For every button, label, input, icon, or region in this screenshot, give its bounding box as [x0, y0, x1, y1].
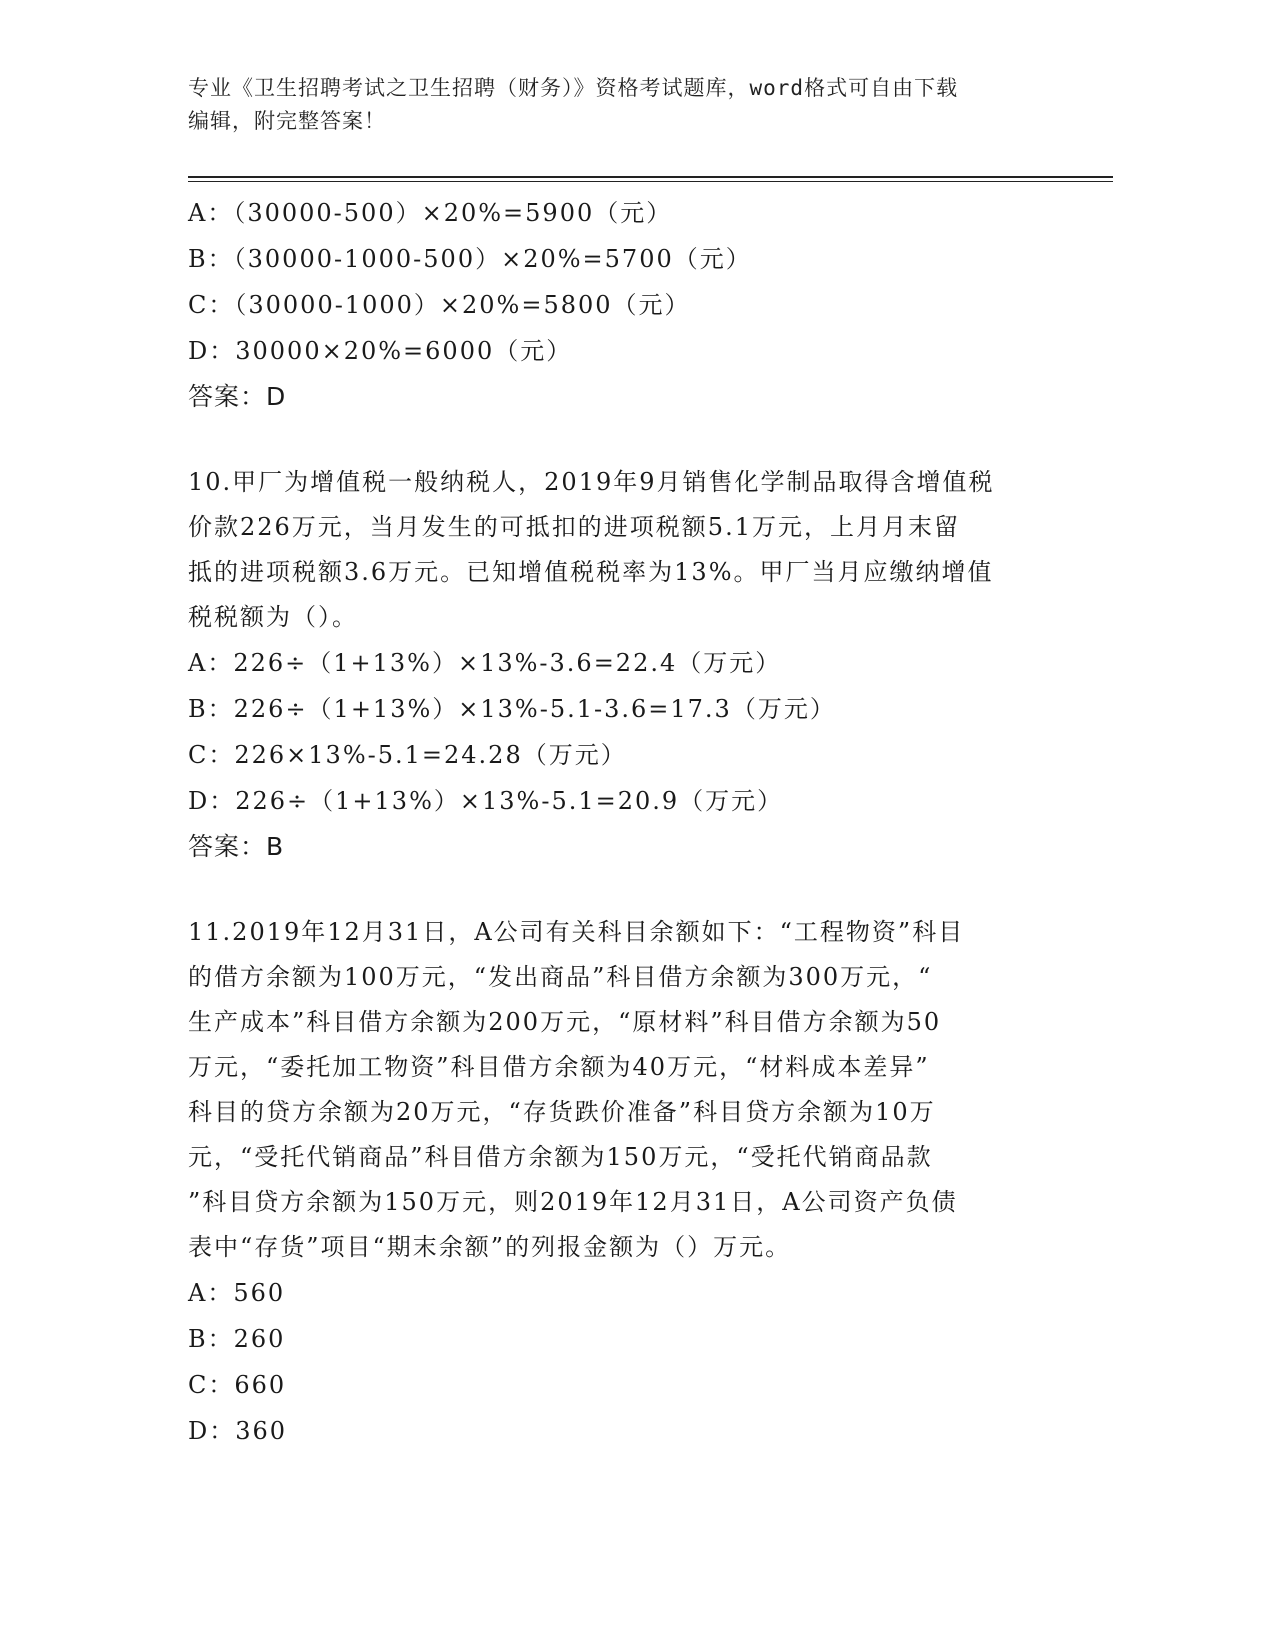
- q10-stem-line: 抵的进项税额3.6万元。已知增值税税率为13%。甲厂当月应缴纳增值: [188, 558, 994, 586]
- q10-option-a: A：226÷（1+13%）×13%-3.6=22.4（万元）: [188, 649, 782, 677]
- header-line-1: 专业《卫生招聘考试之卫生招聘（财务）》资格考试题库，word格式可自由下载: [188, 76, 959, 100]
- q11-stem-line: 生产成本”科目借方余额为200万元，“原材料”科目借方余额为50: [188, 1008, 942, 1036]
- header-line-2: 编辑，附完整答案！: [188, 109, 386, 133]
- spacer: [188, 870, 1088, 910]
- header-rule-thin: [188, 181, 1113, 182]
- q11-stem-line: 表中“存货”项目“期末余额”的列报金额为（）万元。: [188, 1233, 792, 1261]
- q11-option-c: C：660: [188, 1371, 287, 1399]
- q11-option-b: B：260: [188, 1325, 286, 1353]
- q11-stem-line: ”科目贷方余额为150万元，则2019年12月31日，A公司资产负债: [188, 1188, 958, 1216]
- q11-stem-line: 万元，“委托加工物资”科目借方余额为40万元，“材料成本差异”: [188, 1053, 930, 1081]
- q10-option-b: B：226÷（1+13%）×13%-5.1-3.6=17.3（万元）: [188, 695, 836, 723]
- q9-option-c: C：（30000-1000）×20%=5800（元）: [188, 291, 691, 319]
- question-11: [188, 910, 1088, 1454]
- document-body: [188, 190, 1088, 1454]
- header-rule-thick: [188, 176, 1113, 178]
- q9-answer: 答案：D: [188, 382, 287, 411]
- q9-option-b: B：（30000-1000-500）×20%=5700（元）: [188, 245, 752, 273]
- q10-option-c: C：226×13%-5.1=24.28（万元）: [188, 741, 627, 769]
- question-10: [188, 460, 1088, 870]
- document-header: [188, 72, 1088, 138]
- spacer: [188, 420, 1088, 460]
- q10-option-d: D：226÷（1+13%）×13%-5.1=20.9（万元）: [188, 787, 784, 815]
- q10-stem-line: 税税额为（）。: [188, 603, 358, 631]
- q9-option-d: D：30000×20%=6000（元）: [188, 337, 573, 365]
- q11-option-d: D：360: [188, 1417, 288, 1445]
- q10-stem-line: 10.甲厂为增值税一般纳税人，2019年9月销售化学制品取得含增值税: [188, 468, 995, 496]
- q11-stem-line: 的借方余额为100万元，“发出商品”科目借方余额为300万元，“: [188, 963, 933, 991]
- q9-option-a: A：（30000-500）×20%=5900（元）: [188, 199, 673, 227]
- q11-option-a: A：560: [188, 1279, 286, 1307]
- q11-stem-line: 11.2019年12月31日，A公司有关科目余额如下：“工程物资”科目: [188, 918, 965, 946]
- q10-stem-line: 价款226万元，当月发生的可抵扣的进项税额5.1万元，上月月末留: [188, 513, 960, 541]
- q11-stem-line: 元，“受托代销商品”科目借方余额为150万元，“受托代销商品款: [188, 1143, 933, 1171]
- q10-answer: 答案：B: [188, 832, 285, 861]
- q11-stem-line: 科目的贷方余额为20万元，“存货跌价准备”科目贷方余额为10万: [188, 1098, 936, 1126]
- question-9: [188, 190, 1088, 420]
